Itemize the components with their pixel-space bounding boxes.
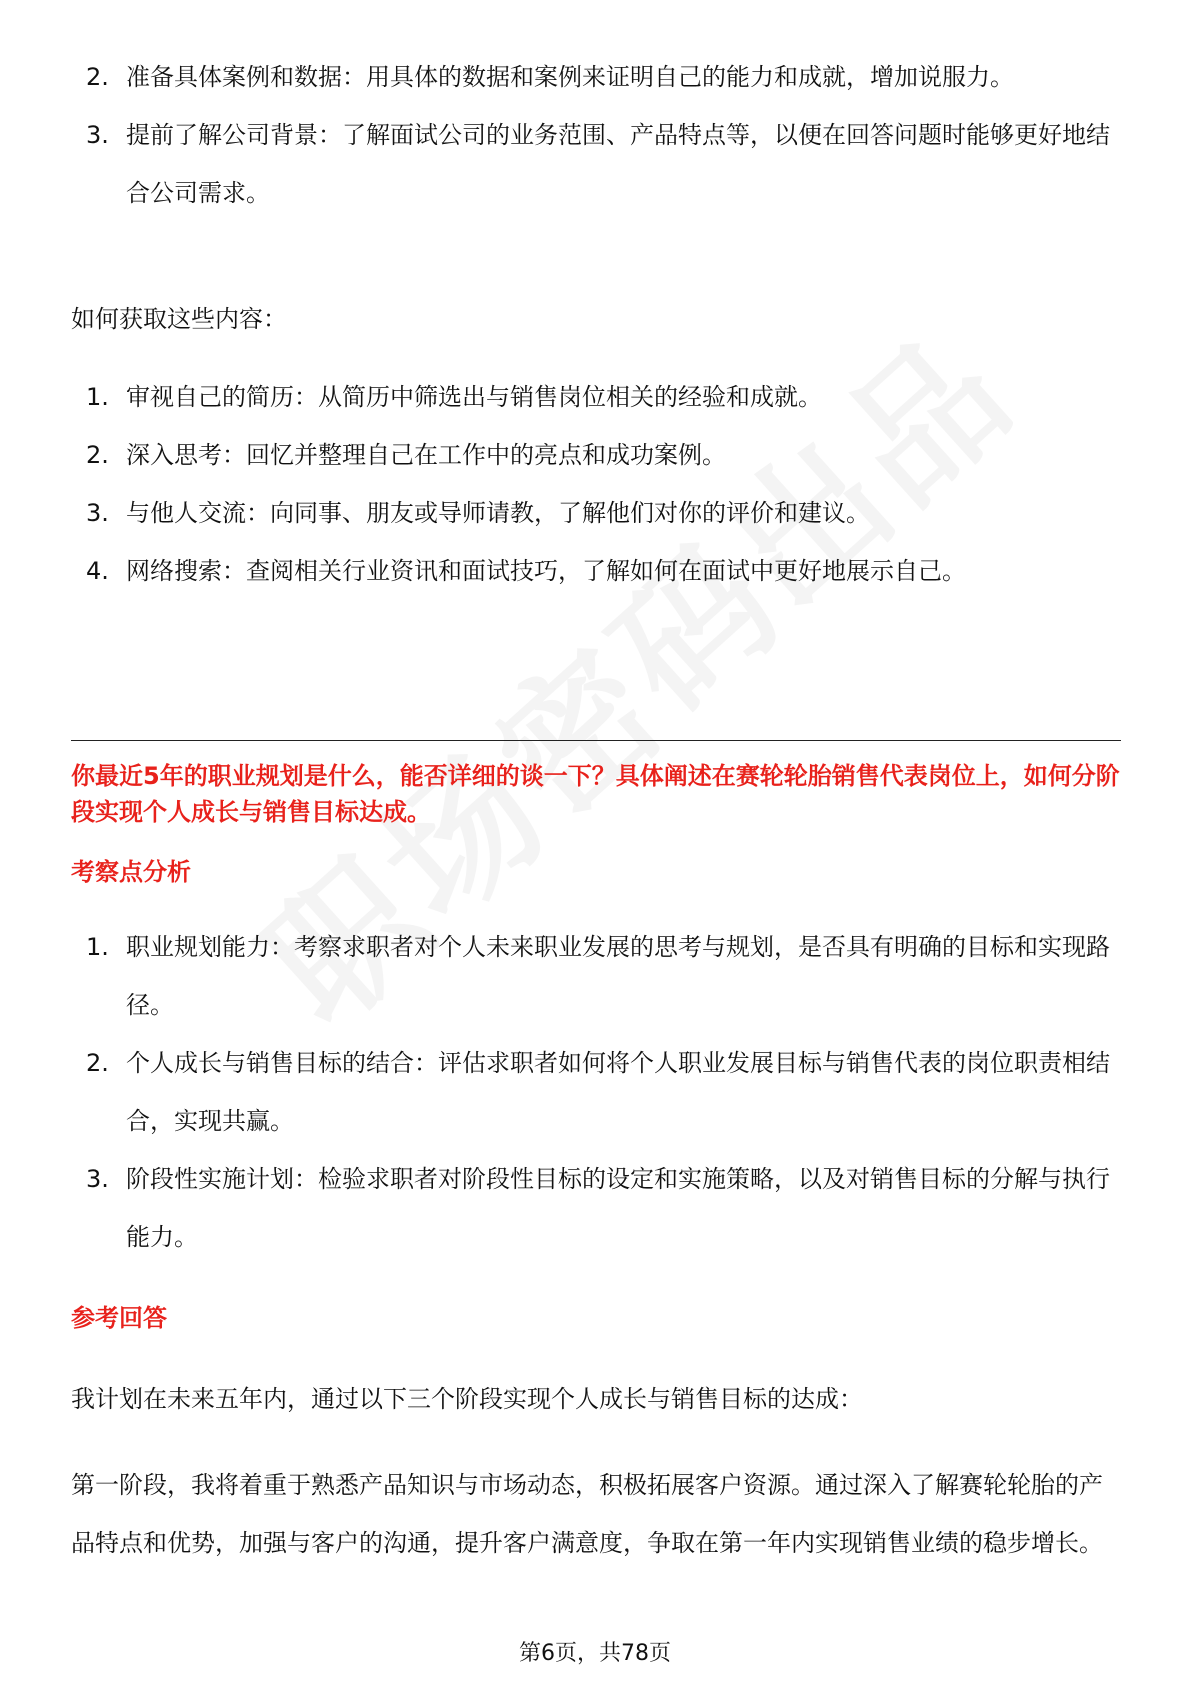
list-item: [76, 542, 1116, 600]
list-number: 2.: [86, 63, 109, 91]
how-to-title: 如何获取这些内容：: [71, 305, 287, 333]
interview-question: 你最近5年的职业规划是什么，能否详细的谈一下？具体阐述在赛轮轮胎销售代表岗位上，如何分阶段实现个人成长与销售目标达成。: [71, 762, 1120, 826]
list-text: 准备具体案例和数据：用具体的数据和案例来证明自己的能力和成就，增加说服力。: [126, 63, 1014, 91]
list-text: 阶段性实施计划：检验求职者对阶段性目标的设定和实施策略，以及对销售目标的分解与执行能力。: [126, 1165, 1110, 1251]
list-item: [76, 1150, 1116, 1266]
list-text: 个人成长与销售目标的结合：评估求职者如何将个人职业发展目标与销售代表的岗位职责相结合，实现共赢。: [126, 1049, 1110, 1135]
list-item: [76, 426, 1116, 484]
list-item: [76, 48, 1116, 106]
list-item: [76, 368, 1116, 426]
answer-intro: 我计划在未来五年内，通过以下三个阶段实现个人成长与销售目标的达成：: [71, 1385, 863, 1413]
list-item: [76, 106, 1116, 222]
answer-stage-one: 第一阶段，我将着重于熟悉产品知识与市场动态，积极拓展客户资源。通过深入了解赛轮轮胎的产品特点和优势，加强与客户的沟通，提升客户满意度，争取在第一年内实现销售业绩的稳步增长。: [71, 1471, 1103, 1557]
list-number: 4.: [86, 557, 109, 585]
page-footer: 第6页，共78页: [519, 1641, 671, 1666]
tips-list: [76, 48, 1116, 222]
analysis-list: [76, 918, 1116, 1266]
list-number: 2.: [86, 1049, 109, 1077]
how-to-list: [76, 368, 1116, 600]
answer-heading: 参考回答: [71, 1304, 167, 1332]
list-number: 3.: [86, 499, 109, 527]
list-text: 网络搜索：查阅相关行业资讯和面试技巧，了解如何在面试中更好地展示自己。: [126, 557, 966, 585]
list-number: 3.: [86, 1165, 109, 1193]
list-item: [76, 918, 1116, 1034]
list-text: 职业规划能力：考察求职者对个人未来职业发展的思考与规划，是否具有明确的目标和实现路径。: [126, 933, 1110, 1019]
list-item: [76, 1034, 1116, 1150]
list-number: 3.: [86, 121, 109, 149]
analysis-heading: 考察点分析: [71, 858, 191, 886]
list-number: 2.: [86, 441, 109, 469]
list-number: 1.: [86, 933, 109, 961]
list-text: 审视自己的简历：从简历中筛选出与销售岗位相关的经验和成就。: [126, 383, 822, 411]
list-item: [76, 484, 1116, 542]
list-number: 1.: [86, 383, 109, 411]
list-text: 提前了解公司背景：了解面试公司的业务范围、产品特点等，以便在回答问题时能够更好地结合公司需求。: [126, 121, 1110, 207]
list-text: 深入思考：回忆并整理自己在工作中的亮点和成功案例。: [126, 441, 726, 469]
section-divider: [71, 740, 1121, 741]
list-text: 与他人交流：向同事、朋友或导师请教，了解他们对你的评价和建议。: [126, 499, 870, 527]
